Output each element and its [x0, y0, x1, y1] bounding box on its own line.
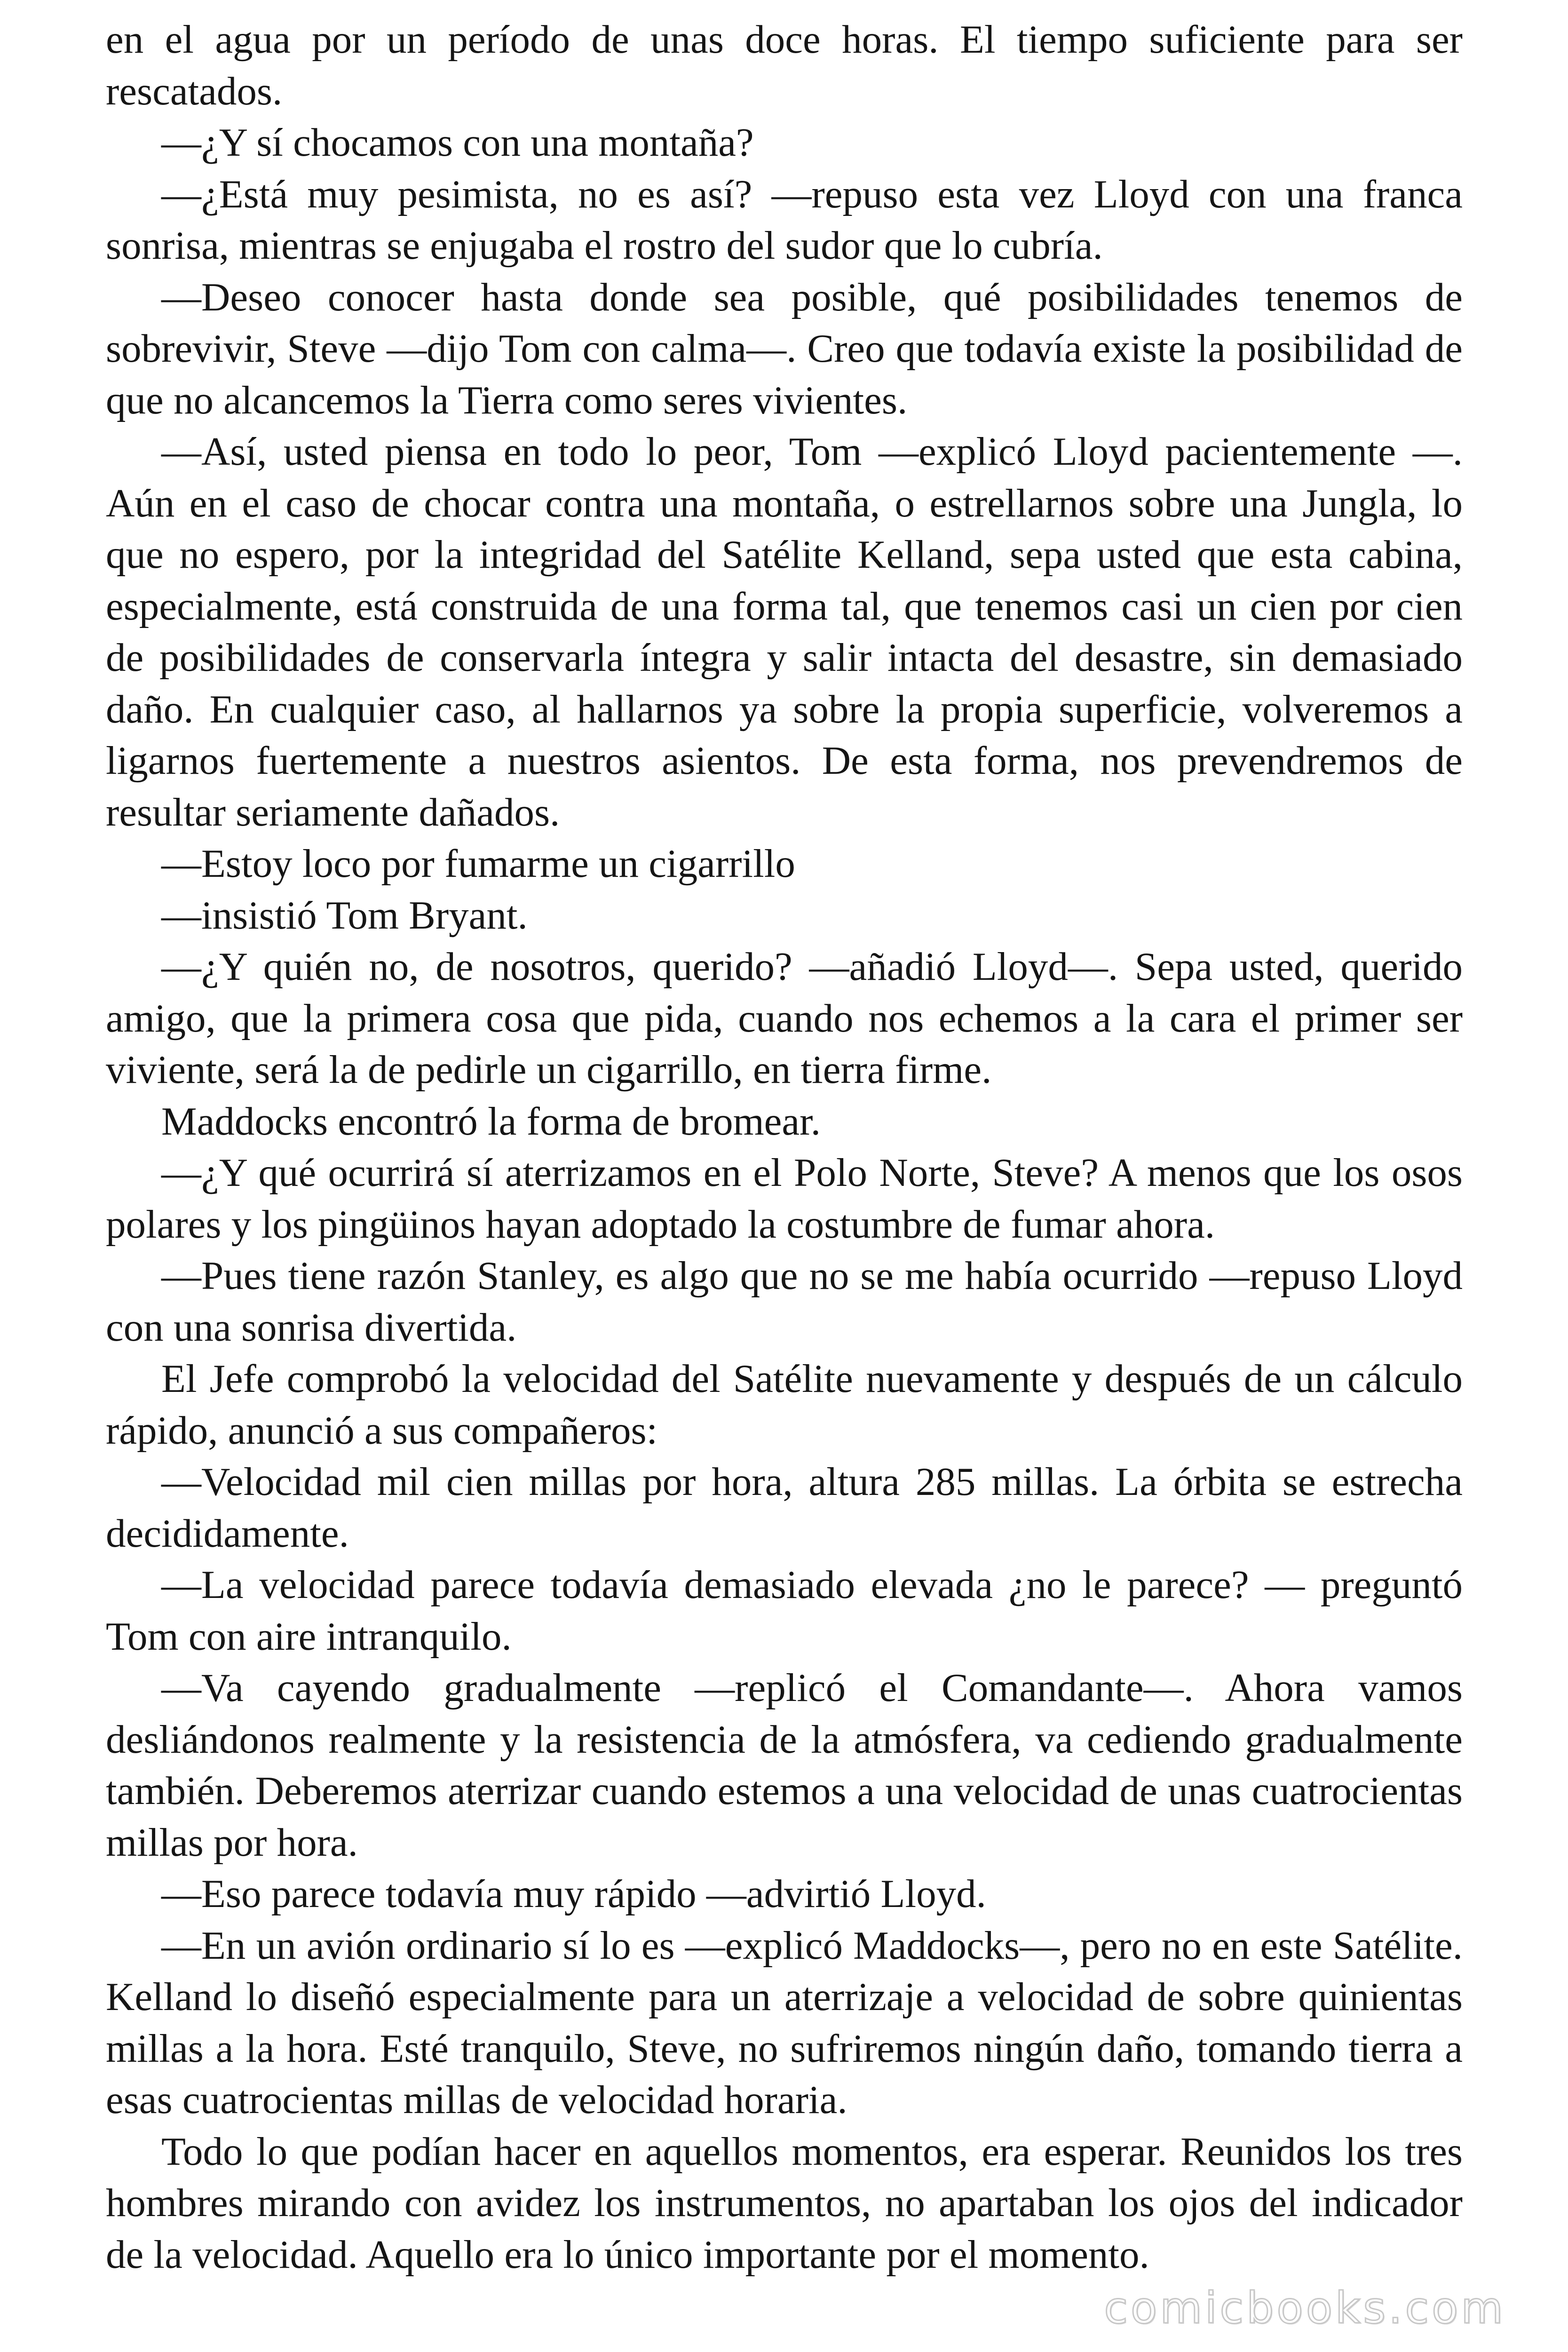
paragraph: —¿Y sí chocamos con una montaña?: [161, 120, 754, 165]
paragraph: en el agua por un período de unas doce horas. El tiempo suficiente para ser rescatados.: [106, 17, 1463, 113]
paragraph: —Eso parece todavía muy rápido —advirtió Lloyd.: [161, 1872, 986, 1916]
paragraph: —La velocidad parece todavía demasiado elevada ¿no le parece? — preguntó Tom con aire intranquilo.: [106, 1563, 1463, 1659]
paragraph: —Pues tiene razón Stanley, es algo que no se me había ocurrido —repuso Lloyd con una sonrisa divertida.: [106, 1254, 1463, 1350]
paragraph: Todo lo que podían hacer en aquellos momentos, era esperar. Reunidos los tres hombres mirando con avidez los instrumentos, no apartaban los ojos del indicador de la velocidad. Aquello era lo único importante por el momento.: [106, 2129, 1463, 2277]
site-watermark: comicbooks.com: [1104, 2283, 1506, 2333]
book-page-text: [106, 14, 1463, 2280]
paragraph: —Velocidad mil cien millas por hora, altura 285 millas. La órbita se estrecha decididamente.: [106, 1460, 1463, 1556]
paragraph: —Estoy loco por fumarme un cigarrillo: [161, 842, 795, 886]
paragraph: Maddocks encontró la forma de bromear.: [161, 1099, 821, 1144]
paragraph: —¿Está muy pesimista, no es así? —repuso esta vez Lloyd con una franca sonrisa, mientras se enjugaba el rostro del sudor que lo cubría.: [106, 172, 1463, 268]
paragraph: —En un avión ordinario sí lo es —explicó Maddocks—, pero no en este Satélite. Kelland lo diseñó especialmente para un aterrizaje a velocidad de sobre quinientas millas a la hora. Esté tranquilo, Steve, no sufriremos ningún daño, tomando tierra a esas cuatrocientas millas de velocidad horaria.: [106, 1923, 1463, 2122]
paragraph: —¿Y qué ocurrirá sí aterrizamos en el Polo Norte, Steve? A menos que los osos polares y los pingüinos hayan adoptado la costumbre de fumar ahora.: [106, 1151, 1463, 1247]
paragraph: —insistió Tom Bryant.: [161, 893, 528, 938]
paragraph: El Jefe comprobó la velocidad del Satélite nuevamente y después de un cálculo rápido, anunció a sus compañeros:: [106, 1357, 1463, 1453]
paragraph: —Va cayendo gradualmente —replicó el Comandante—. Ahora vamos desliándonos realmente y la resistencia de la atmósfera, va cediendo gradualmente también. Deberemos aterrizar cuando estemos a una velocidad de unas cuatrocientas millas por hora.: [106, 1666, 1463, 1865]
paragraph: —¿Y quién no, de nosotros, querido? —añadió Lloyd—. Sepa usted, querido amigo, que la primera cosa que pida, cuando nos echemos a la cara el primer ser viviente, será la de pedirle un cigarrillo, en tierra firme.: [106, 945, 1463, 1092]
paragraph: —Deseo conocer hasta donde sea posible, qué posibilidades tenemos de sobrevivir, Steve —dijo Tom con calma—. Creo que todavía existe la posibilidad de que no alcancemos la Tierra como seres vivientes.: [106, 275, 1463, 422]
paragraph: —Así, usted piensa en todo lo peor, Tom —explicó Lloyd pacientemente —. Aún en el caso de chocar contra una montaña, o estrellarnos sobre una Jungla, lo que no espero, por la integridad del Satélite Kelland, sepa usted que esta cabina, especialmente, está construida de una forma tal, que tenemos casi un cien por cien de posibilidades de conservarla íntegra y salir intacta del desastre, sin demasiado daño. En cualquier caso, al hallarnos ya sobre la propia superficie, volveremos a ligarnos fuertemente a nuestros asientos. De esta forma, nos prevendremos de resultar seriamente dañados.: [106, 429, 1463, 834]
